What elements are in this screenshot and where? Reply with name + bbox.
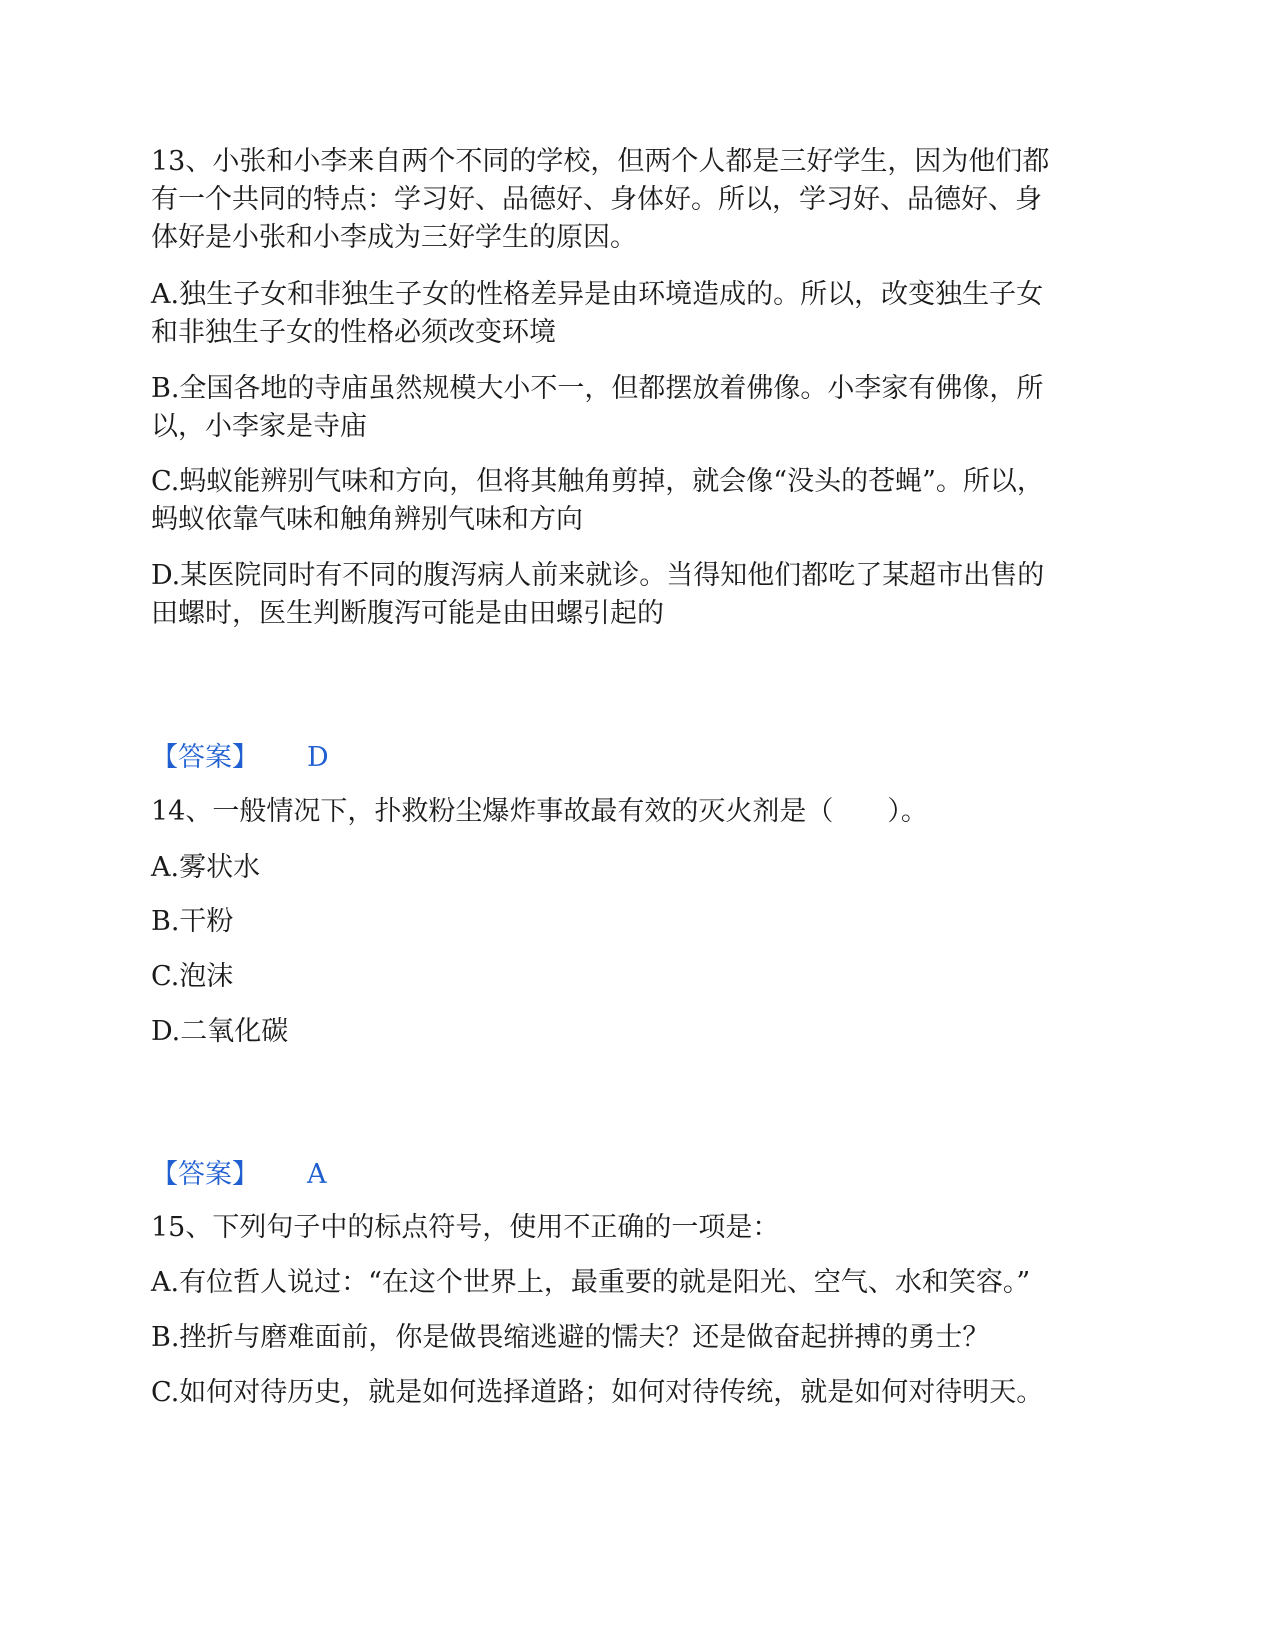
q14-option-c: C.泡沫: [151, 961, 234, 992]
q13-option-b-line-2: 以，小李家是寺庙: [151, 411, 367, 442]
q14-stem-line-1: 14、一般情况下，扑救粉尘爆炸事故最有效的灭火剂是（ ）。: [151, 796, 928, 827]
q13-answer: [151, 738, 329, 778]
q13-option-c-line-1: C.蚂蚁能辨别气味和方向，但将其触角剪掉，就会像“没头的苍蝇”。所以，: [151, 466, 1044, 497]
q14-option-b: B.干粉: [151, 906, 234, 937]
answer-label: 【答案】: [151, 1159, 259, 1190]
q13-option-a-line-2: 和非独生子女的性格必须改变环境: [151, 317, 556, 348]
q15-option-a: A.有位哲人说过：“在这个世界上，最重要的就是阳光、空气、水和笑容。”: [151, 1267, 1031, 1298]
q13-stem-line-3: 体好是小张和小李成为三好学生的原因。: [151, 222, 637, 253]
q13-stem-line-1: 13、小张和小李来自两个不同的学校，但两个人都是三好学生，因为他们都: [151, 146, 1050, 177]
q13-option-b-line-1: B.全国各地的寺庙虽然规模大小不一，但都摆放着佛像。小李家有佛像，所: [151, 373, 1044, 404]
answer-value: A: [307, 1159, 327, 1190]
q13-option-a-line-1: A.独生子女和非独生子女的性格差异是由环境造成的。所以，改变独生子女: [151, 279, 1044, 310]
q13-stem-line-2: 有一个共同的特点：学习好、品德好、身体好。所以，学习好、品德好、身: [151, 184, 1042, 215]
q14-option-d: D.二氧化碳: [151, 1016, 289, 1047]
q13-option-c-line-2: 蚂蚁依靠气味和触角辨别气味和方向: [151, 504, 583, 535]
answer-label: 【答案】: [151, 742, 259, 773]
q13-option-d-line-2: 田螺时，医生判断腹泻可能是由田螺引起的: [151, 598, 664, 629]
q14-answer: [151, 1155, 327, 1195]
q15-stem-line-1: 15、下列句子中的标点符号，使用不正确的一项是：: [151, 1212, 780, 1243]
q14-option-a: A.雾状水: [151, 852, 261, 883]
q15-option-c: C.如何对待历史，就是如何选择道路；如何对待传统，就是如何对待明天。: [151, 1377, 1044, 1408]
q13-option-d-line-1: D.某医院同时有不同的腹泻病人前来就诊。当得知他们都吃了某超市出售的: [151, 560, 1045, 591]
answer-value: D: [307, 742, 329, 773]
q15-option-b: B.挫折与磨难面前，你是做畏缩逃避的懦夫？还是做奋起拼搏的勇士？: [151, 1322, 990, 1353]
